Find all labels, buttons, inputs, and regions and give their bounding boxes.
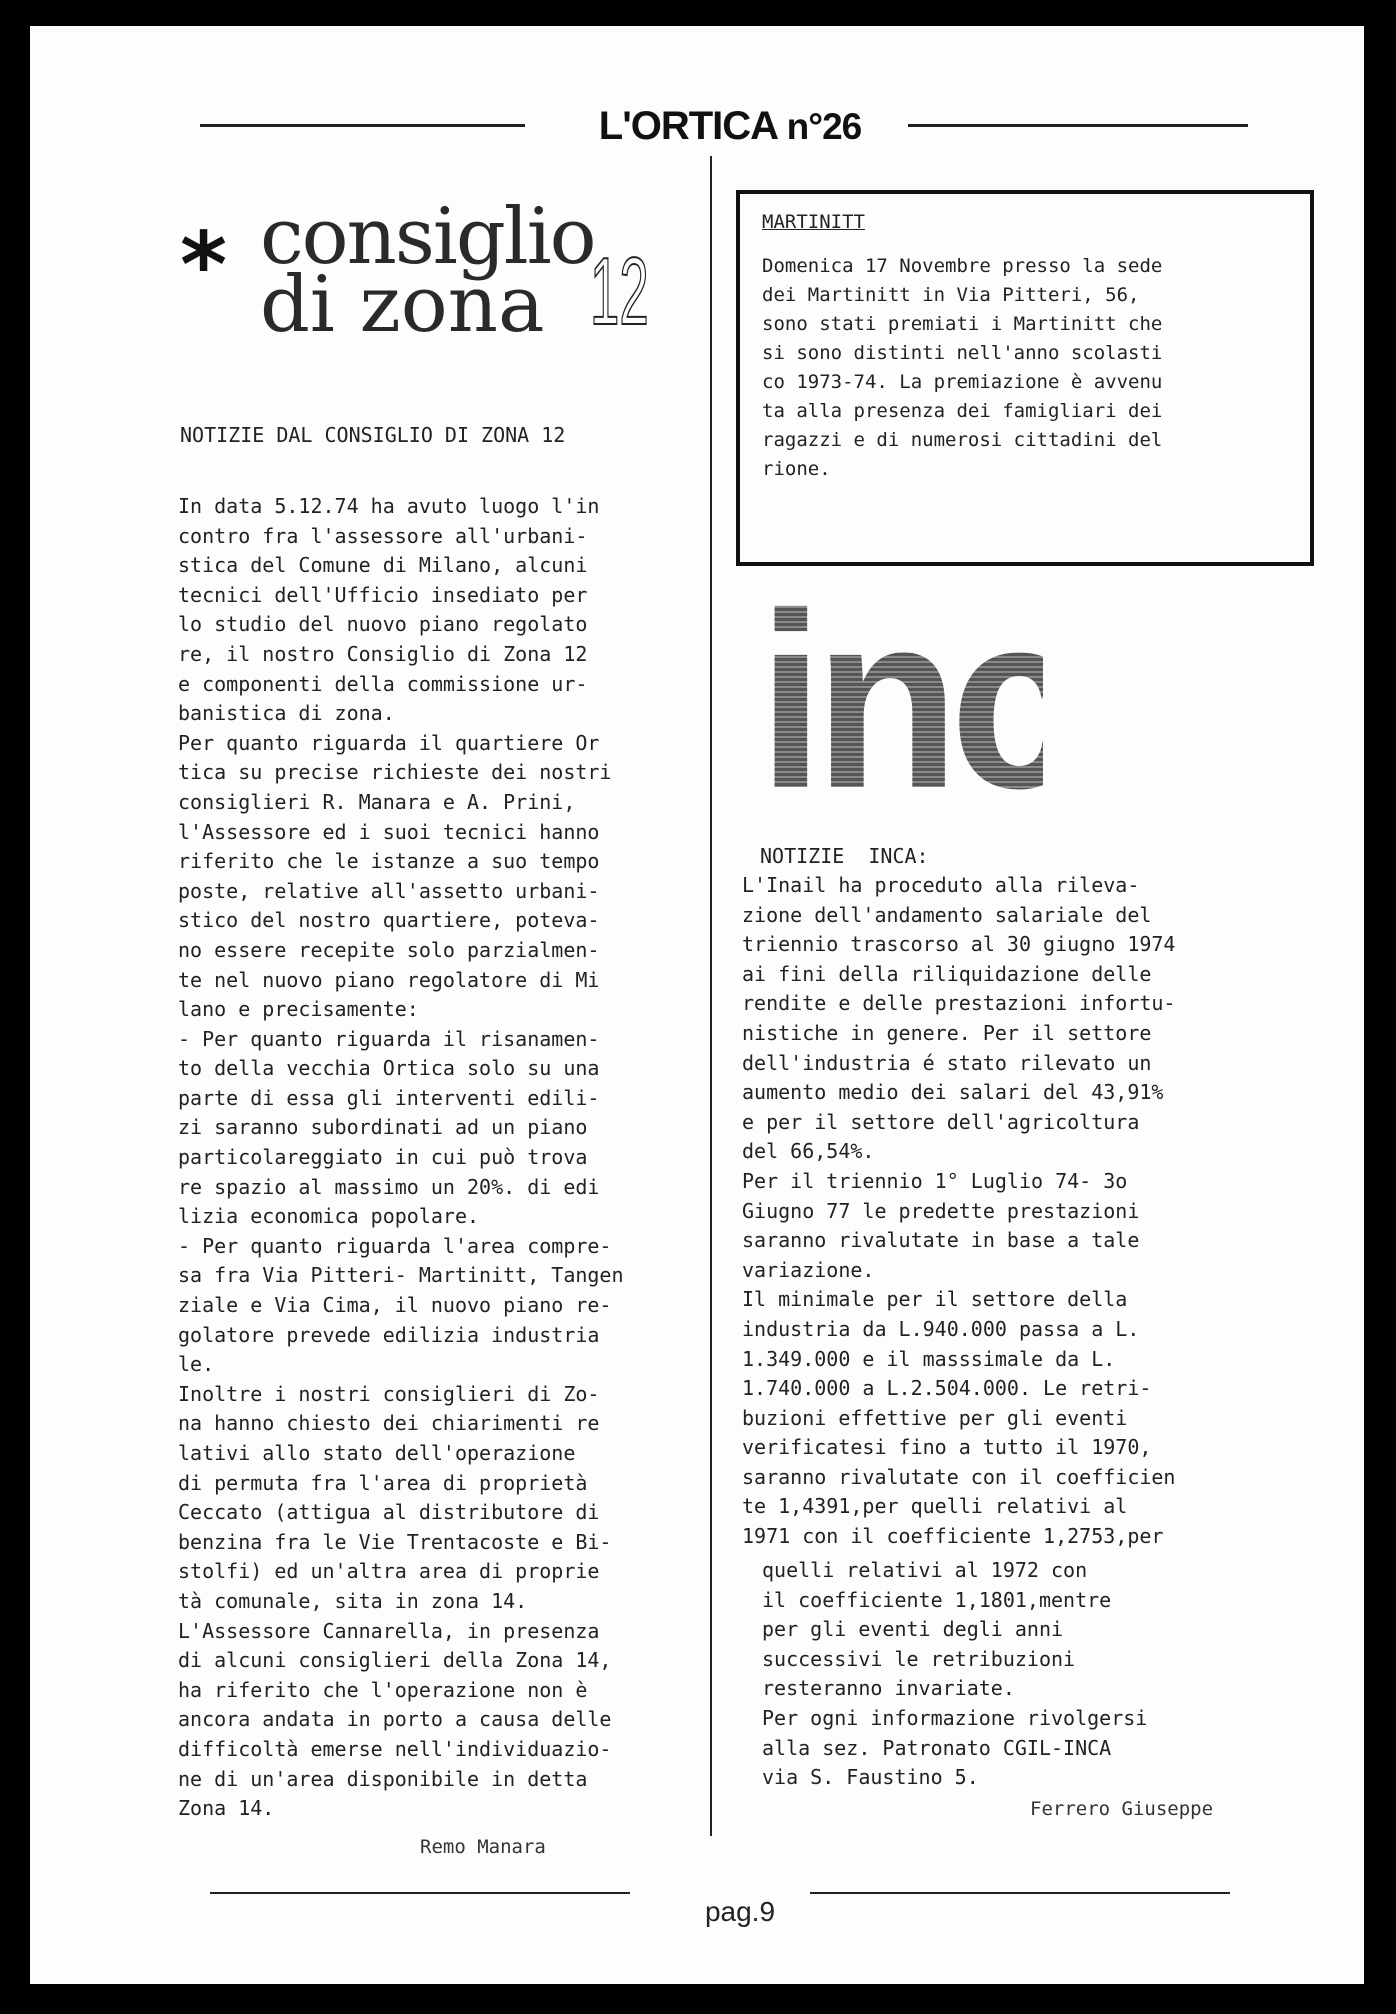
text-line: particolareggiato in cui può trova [178, 1145, 588, 1170]
text-line: e per il settore dell'agricoltura [742, 1109, 1140, 1134]
text-line: tecnici dell'Ufficio insediato per [178, 582, 588, 607]
left-signature: Remo Manara [420, 1836, 546, 1858]
text-line: - Per quanto riguarda l'area compre- [178, 1233, 612, 1258]
text-line: stica del Comune di Milano, alcuni [178, 553, 588, 578]
left-section-title: NOTIZIE DAL CONSIGLIO DI ZONA 12 [180, 423, 566, 447]
inca-logo-text: inca [758, 561, 1196, 840]
masthead-issue: n°26 [786, 106, 862, 147]
text-line: aumento medio dei salari del 43,91% [742, 1080, 1164, 1105]
text-line: tica su precise richieste dei nostri [178, 760, 612, 785]
inca-section-title: NOTIZIE INCA: [760, 844, 929, 868]
masthead-rule-left [200, 124, 525, 127]
text-line: di alcuni consiglieri della Zona 14, [178, 1648, 612, 1673]
text-line: quelli relativi al 1972 con [762, 1558, 1088, 1582]
text-line: Per ogni informazione rivolgersi [762, 1705, 1148, 1730]
text-line: buzioni effettive per gli eventi [742, 1405, 1128, 1430]
masthead [570, 104, 890, 149]
text-line: si sono distinti nell'anno scolasti [762, 342, 1163, 364]
text-line: consiglieri R. Manara e A. Prini, [178, 789, 576, 814]
text-line: 1971 con il coefficiente 1,2753,per [742, 1524, 1164, 1549]
text-line: il coefficiente 1,1801,mentre [762, 1587, 1112, 1612]
text-line: te nel nuovo piano regolatore di Mi [178, 967, 600, 992]
text-line: triennio trascorso al 30 giugno 1974 [742, 932, 1176, 957]
text-line: industria da L.940.000 passa a L. [742, 1316, 1140, 1341]
masthead-title: L'ORTICA [598, 104, 777, 148]
text-line: re spazio al massimo un 20%. di edi [178, 1174, 600, 1199]
text-line: dell'industria é stato rilevato un [742, 1050, 1152, 1075]
text-line: Per il triennio 1° Luglio 74- 3o [742, 1168, 1128, 1193]
text-line: 1.349.000 e il masssimale da L. [742, 1346, 1116, 1371]
text-line: stico del nostro quartiere, poteva- [178, 908, 600, 933]
heading-zone-number: 12 [590, 238, 649, 345]
footer-rule-right [810, 1892, 1230, 1894]
inca-logo [758, 561, 1196, 840]
text-line: ta alla presenza dei famigliari dei [762, 400, 1163, 422]
text-line: rendite e delle prestazioni infortu- [742, 991, 1176, 1016]
column-divider [710, 156, 712, 1836]
text-line: no essere recepite solo parzialmen- [178, 937, 600, 962]
text-line: co 1973-74. La premiazione è avvenu [762, 371, 1163, 393]
text-line: di permuta fra l'area di proprietà [178, 1470, 588, 1495]
text-line: parte di essa gli interventi edili- [178, 1085, 600, 1110]
text-line: 1.740.000 a L.2.504.000. Le retri- [742, 1376, 1152, 1401]
text-line: dei Martinitt in Via Pitteri, 56, [762, 284, 1140, 306]
text-line: zione dell'andamento salariale del [742, 902, 1152, 927]
inca-article-body-continued [762, 1556, 1147, 1793]
text-line: resteranno invariate. [762, 1676, 1015, 1701]
text-line: le. [178, 1352, 215, 1377]
text-line: ai fini della riliquidazione delle [742, 961, 1152, 986]
text-line: saranno rivalutate in base a tale [742, 1228, 1140, 1253]
text-line: zi saranno subordinati ad un piano [178, 1115, 588, 1140]
text-line: stolfi) ed un'altra area di proprie [178, 1559, 600, 1584]
text-line: to della vecchia Ortica solo su una [178, 1056, 600, 1081]
asterisk-icon: * [180, 213, 228, 318]
page-number: pag.9 [704, 1896, 776, 1927]
text-line: successivi le retribuzioni [762, 1646, 1076, 1671]
text-line: rione. [762, 458, 831, 480]
text-line: tà comunale, sita in zona 14. [178, 1588, 528, 1613]
text-line: Inoltre i nostri consiglieri di Zo- [178, 1381, 600, 1406]
text-line: lativi allo stato dell'operazione [178, 1441, 576, 1465]
text-line: e componenti della commissione ur- [178, 671, 588, 696]
text-line: lo studio del nuovo piano regolato [178, 612, 588, 637]
text-line: l'Assessore ed i suoi tecnici hanno [178, 819, 600, 844]
text-line: via S. Faustino 5. [762, 1765, 979, 1790]
text-line: ancora andata in porto a causa delle [178, 1707, 612, 1732]
text-line: contro fra l'assessore all'urbani- [178, 523, 588, 548]
heading-di-zona: di zona [260, 260, 545, 350]
martinitt-box [736, 190, 1314, 566]
text-line: saranno rivalutate con il coefficien [742, 1464, 1176, 1489]
text-line: ne di un'area disponibile in detta [178, 1766, 588, 1791]
text-line: difficoltà emerse nell'individuazio- [178, 1736, 612, 1761]
text-line: In data 5.12.74 ha avuto luogo l'in [178, 494, 600, 518]
text-line: verificatesi fino a tutto il 1970, [742, 1435, 1152, 1460]
inca-article-body [742, 871, 1175, 1552]
text-line: variazione. [742, 1257, 875, 1282]
text-line: per gli eventi degli anni [762, 1617, 1064, 1642]
text-line: re, il nostro Consiglio di Zona 12 [178, 641, 588, 666]
text-line: nistiche in genere. Per il settore [742, 1020, 1152, 1045]
text-line: L'Inail ha proceduto alla rileva- [742, 873, 1140, 897]
text-line: ziale e Via Cima, il nuovo piano re- [178, 1293, 612, 1318]
text-line: lizia economica popolare. [178, 1204, 480, 1229]
text-line: ha riferito che l'operazione non è [178, 1677, 588, 1702]
martinitt-body [762, 252, 1162, 484]
footer-rule-left [210, 1892, 630, 1894]
text-line: banistica di zona. [178, 701, 395, 726]
text-line: del 66,54%. [742, 1139, 875, 1164]
masthead-rule-right [908, 124, 1248, 127]
heading-consiglio: consiglio [260, 192, 595, 282]
text-line: - Per quanto riguarda il risanamen- [178, 1026, 600, 1051]
text-line: Il minimale per il settore della [742, 1287, 1128, 1312]
inca-signature: Ferrero Giuseppe [1030, 1798, 1214, 1820]
text-line: lano e precisamente: [178, 997, 419, 1022]
text-line: Per quanto riguarda il quartiere Or [178, 730, 600, 755]
text-line: na hanno chiesto dei chiarimenti re [178, 1411, 600, 1436]
text-line: sono stati premiati i Martinitt che [762, 313, 1163, 335]
text-line: golatore prevede edilizia industria [178, 1322, 600, 1347]
martinitt-title: MARTINITT [762, 211, 865, 233]
text-line: riferito che le istanze a suo tempo [178, 849, 600, 874]
text-line: sa fra Via Pitteri- Martinitt, Tangen [178, 1263, 624, 1288]
text-line: ragazzi e di numerosi cittadini del [762, 429, 1163, 451]
left-article-body [178, 492, 624, 1824]
text-line: alla sez. Patronato CGIL-INCA [762, 1735, 1112, 1760]
text-line: Giugno 77 le predette prestazioni [742, 1198, 1140, 1223]
text-line: te 1,4391,per quelli relativi al [742, 1494, 1128, 1519]
text-line: L'Assessore Cannarella, in presenza [178, 1618, 600, 1643]
text-line: Ceccato (attigua al distributore di [178, 1500, 600, 1525]
newsletter-page [30, 26, 1364, 1984]
text-line: poste, relative all'assetto urbani- [178, 878, 600, 903]
text-line: Domenica 17 Novembre presso la sede [762, 255, 1163, 277]
text-line: Zona 14. [178, 1796, 275, 1821]
text-line: benzina fra le Vie Trentacoste e Bi- [178, 1529, 612, 1554]
